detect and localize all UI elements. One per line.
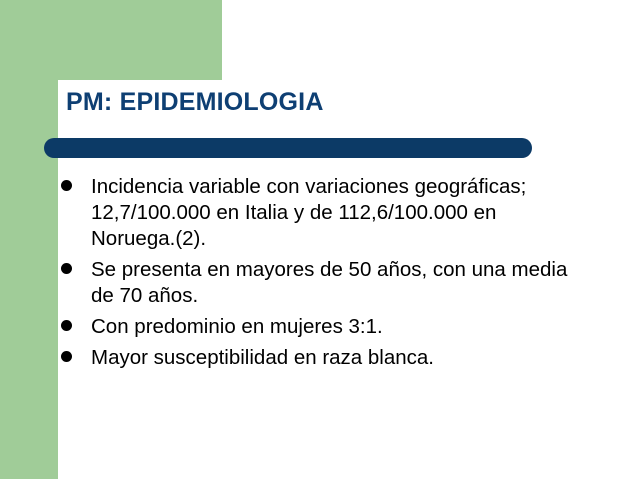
list-item bbox=[58, 314, 578, 340]
decorative-green-strip bbox=[0, 0, 58, 479]
slide-title: PM: EPIDEMIOLOGIA bbox=[66, 88, 324, 116]
list-item bbox=[58, 257, 578, 309]
bullet-text: Se presenta en mayores de 50 años, con una media de 70 años. bbox=[91, 258, 568, 307]
list-item bbox=[58, 345, 578, 371]
bullet-text: Con predominio en mujeres 3:1. bbox=[91, 315, 383, 338]
bullet-text: Mayor susceptibilidad en raza blanca. bbox=[91, 346, 434, 369]
bullet-icon bbox=[61, 263, 72, 274]
bullet-icon bbox=[61, 351, 72, 362]
bullet-icon bbox=[61, 180, 72, 191]
bullet-list bbox=[58, 174, 578, 376]
bullet-text: Incidencia variable con variaciones geográficas; 12,7/100.000 en Italia y de 112,6/100.000 en Noruega.(2). bbox=[91, 175, 527, 250]
bullet-icon bbox=[61, 320, 72, 331]
list-item bbox=[58, 174, 578, 252]
title-underline-bar bbox=[44, 138, 532, 158]
